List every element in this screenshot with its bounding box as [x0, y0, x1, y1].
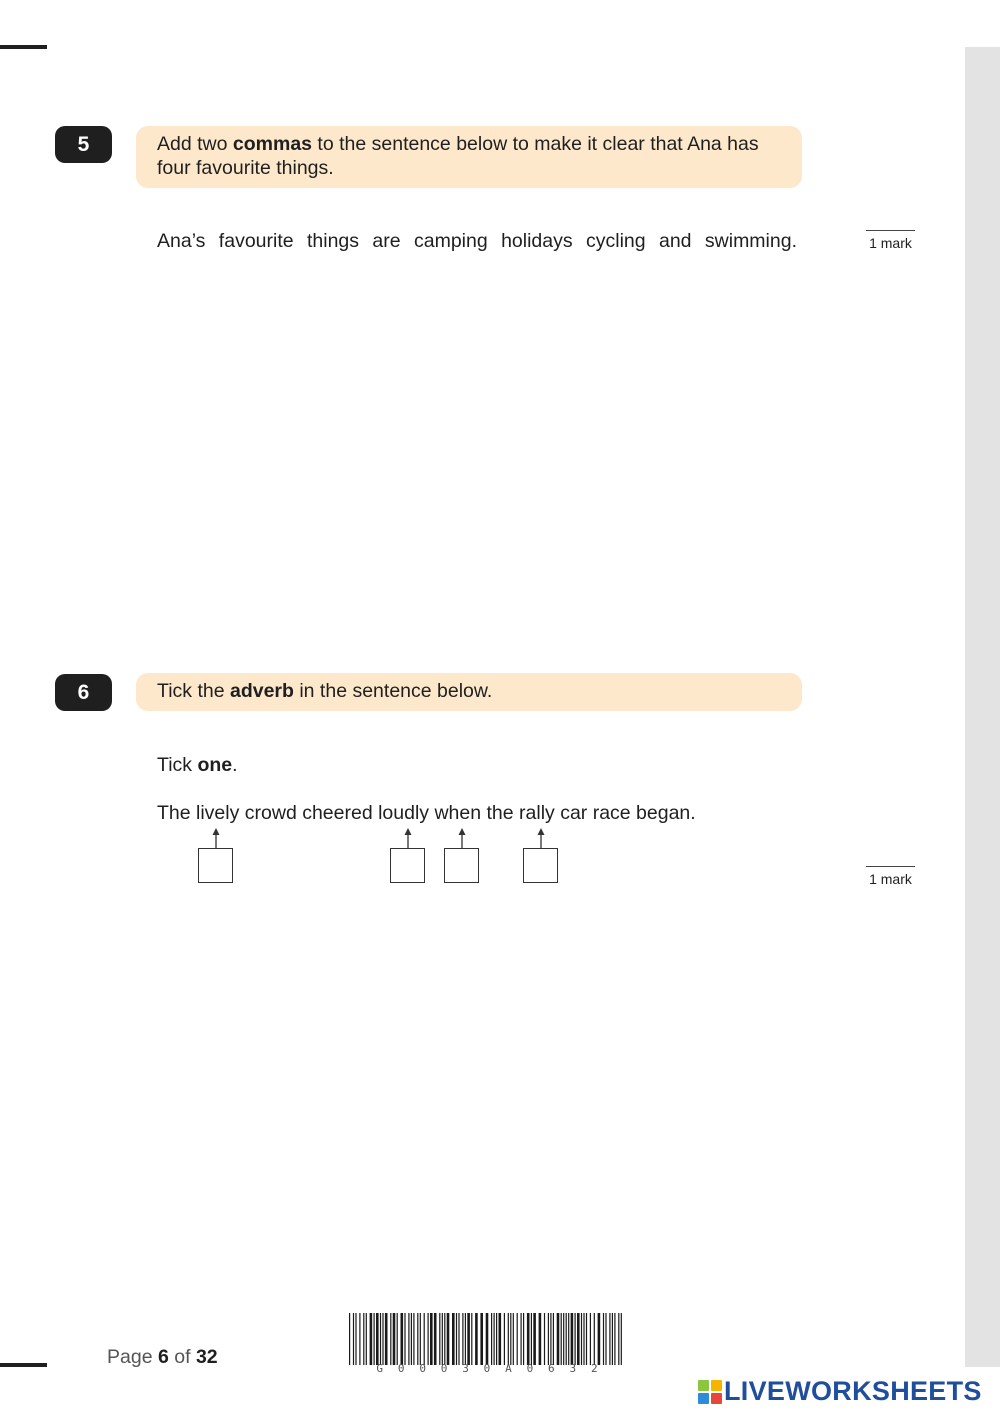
prompt-keyword: commas	[232, 133, 313, 155]
barcode-bar	[420, 1313, 421, 1365]
barcode-bar	[465, 1313, 466, 1365]
barcode-bar	[385, 1313, 388, 1365]
barcode-bar	[557, 1313, 560, 1365]
barcode-bar	[397, 1313, 398, 1365]
barcode-bar	[393, 1313, 396, 1365]
barcode-bar	[458, 1313, 459, 1365]
barcode-bar	[404, 1313, 405, 1365]
question-6-number: 6	[55, 674, 112, 711]
barcode-char: G	[376, 1362, 384, 1375]
barcode-bar	[513, 1313, 514, 1365]
barcode-bar	[353, 1313, 354, 1365]
barcode-bar	[374, 1313, 375, 1365]
barcode-bar	[390, 1313, 391, 1365]
page-label: Page	[107, 1346, 158, 1368]
page-of: of	[168, 1346, 196, 1368]
barcode-bar	[499, 1313, 502, 1365]
barcode-bar	[523, 1313, 524, 1365]
barcode-bar	[442, 1313, 443, 1365]
tick-box-when[interactable]	[444, 848, 479, 883]
barcode-bar	[598, 1313, 601, 1365]
barcode-bar	[366, 1313, 367, 1365]
crop-mark-top	[0, 45, 47, 49]
barcode-char: 0	[526, 1362, 534, 1375]
arrow-up-icon	[457, 828, 467, 849]
page-margin-strip	[965, 47, 1000, 1367]
tick-box-loudly[interactable]	[390, 848, 425, 883]
barcode-char: 0	[440, 1362, 448, 1375]
barcode-bar	[527, 1313, 530, 1365]
barcode-bar	[605, 1313, 606, 1365]
barcode-bar	[496, 1313, 497, 1365]
barcode-bar	[486, 1313, 489, 1365]
barcode-bar	[586, 1313, 587, 1365]
barcode-bar	[439, 1313, 440, 1365]
question-5-number: 5	[55, 126, 112, 163]
barcode-bar	[577, 1313, 580, 1365]
barcode-bar	[603, 1313, 604, 1365]
barcode-bar	[575, 1313, 576, 1365]
instruction-keyword: one	[197, 754, 233, 776]
prompt-text: in the sentence below.	[293, 680, 493, 702]
barcode-bar	[376, 1313, 379, 1365]
barcode-bar	[411, 1313, 412, 1365]
prompt-text: to the sentence below to make it clear that Ana has four favourite things.	[157, 133, 759, 179]
barcode-bar	[563, 1313, 564, 1365]
barcode-bar	[428, 1313, 429, 1365]
barcode-bar	[494, 1313, 495, 1365]
prompt-keyword: adverb	[229, 680, 294, 702]
barcode-bar	[480, 1313, 483, 1365]
barcode-bar	[382, 1313, 383, 1365]
barcode-bar	[434, 1313, 437, 1365]
liveworksheets-watermark	[698, 1376, 982, 1407]
barcode-bar	[614, 1313, 615, 1365]
barcode-bar	[510, 1313, 511, 1365]
barcode-bar	[462, 1313, 463, 1365]
barcode-bar	[609, 1313, 610, 1365]
barcode-char: 6	[548, 1362, 555, 1375]
barcode-text	[349, 1362, 625, 1375]
page-number	[107, 1346, 218, 1369]
barcode-char: 0	[483, 1362, 491, 1375]
arrow-up-icon	[211, 828, 221, 849]
barcode-bar	[590, 1313, 591, 1365]
arrow-up-icon	[403, 828, 413, 849]
prompt-text: Add two	[157, 133, 233, 155]
barcode-bar	[531, 1313, 532, 1365]
barcode-char: 3	[569, 1362, 577, 1375]
barcode-bar	[452, 1313, 455, 1365]
page-current: 6	[157, 1346, 169, 1368]
barcode-bar	[349, 1313, 350, 1365]
barcode-bar	[491, 1313, 492, 1365]
question-6-prompt	[136, 673, 802, 711]
barcode-bar	[581, 1313, 582, 1365]
barcode-bar	[521, 1313, 522, 1365]
barcode	[349, 1313, 625, 1365]
barcode-char: A	[505, 1362, 512, 1375]
barcode-bar	[550, 1313, 551, 1365]
barcode-bar	[533, 1313, 536, 1365]
barcode-bar	[456, 1313, 457, 1365]
barcode-bar	[447, 1313, 450, 1365]
barcode-bar	[401, 1313, 404, 1365]
barcode-bar	[424, 1313, 425, 1365]
barcode-bar	[475, 1313, 478, 1365]
tick-box-car[interactable]	[523, 848, 558, 883]
prompt-text: Tick the	[157, 680, 230, 702]
barcode-bar	[408, 1313, 409, 1365]
barcode-bar	[430, 1313, 433, 1365]
barcode-bar	[594, 1313, 595, 1365]
barcode-bar	[621, 1313, 622, 1365]
barcode-bar	[612, 1313, 613, 1365]
barcode-bar	[359, 1313, 360, 1365]
barcode-bar	[380, 1313, 381, 1365]
barcode-bar	[566, 1313, 567, 1365]
barcode-bar	[561, 1313, 562, 1365]
question-6-instruction	[157, 754, 238, 777]
barcode-bar	[413, 1313, 414, 1365]
barcode-bar	[467, 1313, 470, 1365]
liveworksheets-logo-icon	[698, 1380, 722, 1404]
barcode-bar	[417, 1313, 418, 1365]
question-6-sentence: The lively crowd cheered loudly when the rally car race began.	[157, 802, 696, 824]
barcode-bar	[539, 1313, 542, 1365]
barcode-bar	[548, 1313, 549, 1365]
barcode-char: 0	[397, 1362, 405, 1375]
barcode-bar	[568, 1313, 569, 1365]
barcode-bar	[553, 1313, 554, 1365]
barcode-bar	[508, 1313, 509, 1365]
barcode-bar	[544, 1313, 545, 1365]
barcode-char: 3	[462, 1362, 469, 1375]
barcode-char: 0	[419, 1362, 426, 1375]
barcode-bar	[355, 1313, 356, 1365]
instruction-text: .	[232, 754, 238, 776]
crop-mark-bottom	[0, 1363, 47, 1367]
barcode-bar	[363, 1313, 364, 1365]
barcode-bar	[571, 1313, 574, 1365]
barcode-bar	[583, 1313, 584, 1365]
arrow-up-icon	[536, 828, 546, 849]
barcode-bar	[370, 1313, 373, 1365]
barcode-bar	[471, 1313, 472, 1365]
barcode-bar	[517, 1313, 518, 1365]
question-5-sentence[interactable]: Ana’s favourite things are camping holidays cycling and swimming.	[157, 230, 797, 252]
barcode-bar	[504, 1313, 505, 1365]
question-5-mark: 1 mark	[866, 230, 915, 251]
barcode-char: 2	[590, 1362, 598, 1375]
barcode-bar	[444, 1313, 445, 1365]
tick-box-lively[interactable]	[198, 848, 233, 883]
page-total: 32	[195, 1346, 218, 1368]
question-6-mark: 1 mark	[866, 866, 915, 887]
instruction-text: Tick	[157, 754, 198, 776]
barcode-bar	[618, 1313, 619, 1365]
question-5-prompt	[136, 126, 802, 188]
watermark-text: LIVEWORKSHEETS	[724, 1376, 982, 1406]
